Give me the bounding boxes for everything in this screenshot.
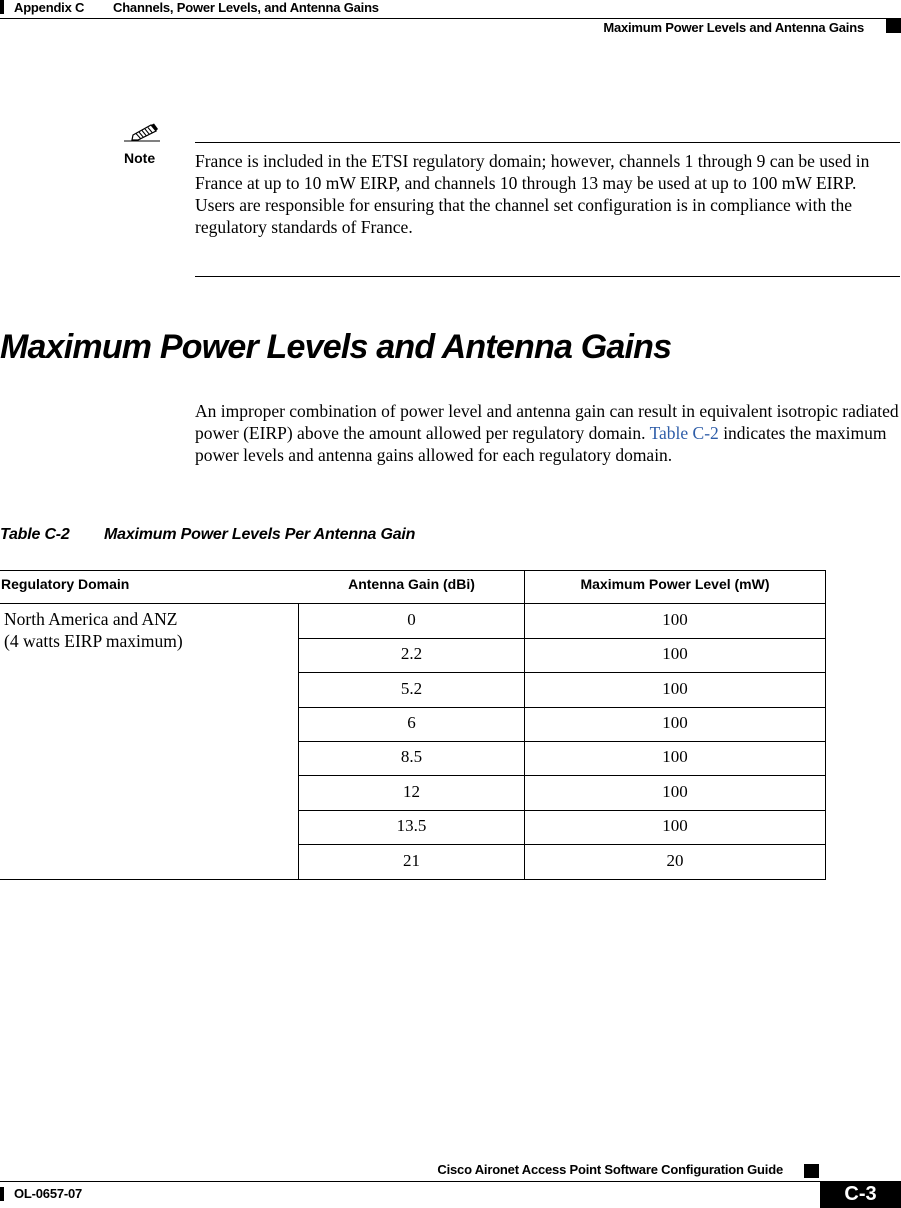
column-header-domain: Regulatory Domain <box>1 576 130 592</box>
table-row-rule <box>298 672 826 673</box>
cell-power: 100 <box>662 713 688 732</box>
footer-doc-number: OL-0657-07 <box>14 1186 83 1201</box>
cell-power: 100 <box>662 644 688 663</box>
header-chapter: Channels, Power Levels, and Antenna Gains <box>113 0 379 15</box>
page-number: C-3 <box>820 1181 901 1208</box>
cell-power: 20 <box>666 851 684 870</box>
table-row-rule <box>298 741 826 742</box>
header-bar-left <box>0 0 4 14</box>
cell-power: 100 <box>662 610 688 629</box>
cell-gain: 5.2 <box>400 679 423 698</box>
cell-power: 100 <box>662 747 688 766</box>
table-column-divider <box>825 570 826 879</box>
cell-gain: 21 <box>403 851 420 870</box>
body-paragraph <box>195 400 901 466</box>
paragraph-text-start: An improper combination of power level and antenna gain can result in equivalent isotropic radiated power (EIRP) above the amount allowed per regulatory domain. <box>195 401 899 443</box>
header-appendix: Appendix C <box>14 0 85 15</box>
note-label: Note <box>124 150 156 166</box>
column-header-gain: Antenna Gain (dBi) <box>348 576 475 592</box>
paragraph-text-end: indicates the maximum power levels and antenna gains allowed for each regulatory domain. <box>195 423 887 465</box>
cell-power: 100 <box>662 782 688 801</box>
footer-bar-left <box>0 1187 4 1201</box>
column-header-power: Maximum Power Level (mW) <box>580 576 770 592</box>
cell-gain: 8.5 <box>400 747 423 766</box>
cell-power: 100 <box>662 816 688 835</box>
table-caption <box>0 526 415 544</box>
table-bottom-rule <box>0 879 826 880</box>
footer-guide-title: Cisco Aironet Access Point Software Configuration Guide <box>437 1162 783 1177</box>
note-rule-top <box>195 142 900 143</box>
cell-power: 100 <box>662 679 688 698</box>
cell-gain: 12 <box>403 782 420 801</box>
pencil-icon <box>123 118 161 146</box>
table-header-rule <box>0 603 826 604</box>
domain-name: North America and ANZ <box>4 609 178 629</box>
header-rule <box>0 18 901 19</box>
table-top-rule <box>0 570 826 571</box>
table-row-rule <box>298 775 826 776</box>
domain-eirp-limit: (4 watts EIRP maximum) <box>4 631 183 651</box>
domain-cell <box>4 608 183 652</box>
cell-gain: 13.5 <box>396 816 427 835</box>
cell-gain: 0 <box>407 610 416 629</box>
footer-bar-right <box>804 1164 819 1178</box>
note-text: France is included in the ETSI regulatory domain; however, channels 1 through 9 can be used in France at up to 10 mW EIRP, and channels 10 through 13 may be used at up to 100 mW EIRP. Users are responsible for ensuring that the channel set configuration is in compliance with the regulatory standards of France. <box>195 151 870 237</box>
table-row-rule <box>298 707 826 708</box>
header-bar-right <box>886 19 901 33</box>
header-section: Maximum Power Levels and Antenna Gains <box>603 20 864 35</box>
table-caption-title: Maximum Power Levels Per Antenna Gain <box>104 526 416 543</box>
footer-rule <box>0 1181 820 1182</box>
cell-gain: 2.2 <box>400 644 423 663</box>
table-row-rule <box>298 810 826 811</box>
cell-gain: 6 <box>407 713 416 732</box>
table-caption-number: Table C-2 <box>0 526 70 543</box>
table-row-rule <box>298 844 826 845</box>
section-heading: Maximum Power Levels and Antenna Gains <box>0 328 672 366</box>
note-rule-bottom <box>195 276 900 277</box>
table-c2-link[interactable]: Table C-2 <box>649 423 719 443</box>
table-row-rule <box>298 638 826 639</box>
